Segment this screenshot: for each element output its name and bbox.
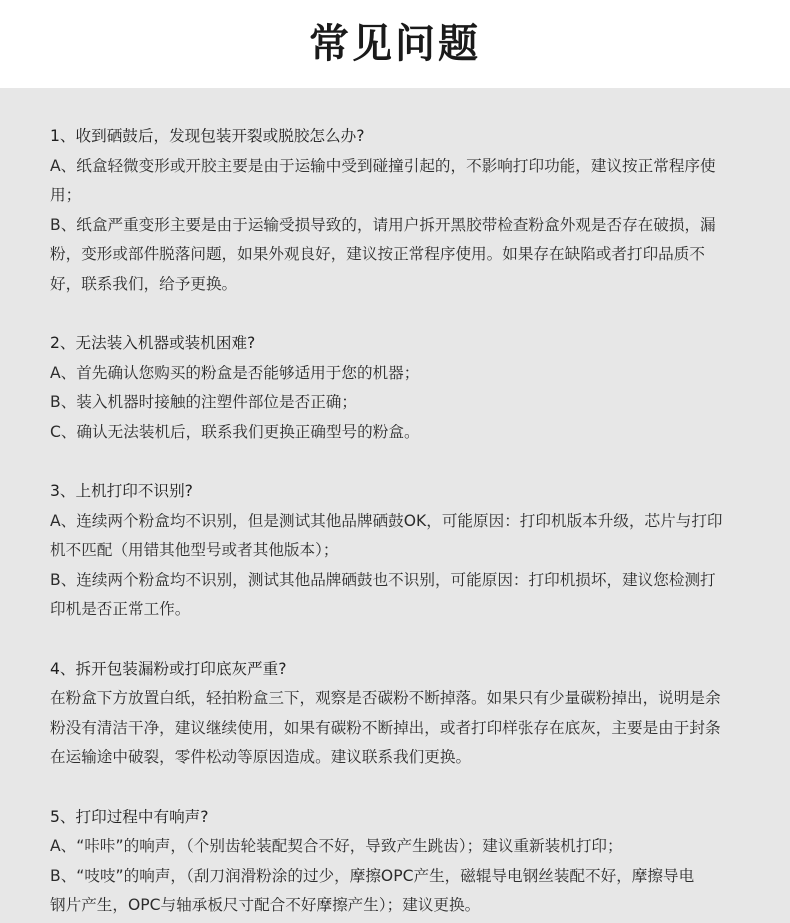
faq-question: 2、无法装入机器或装机困难? (50, 334, 256, 352)
faq-item-5 (50, 803, 790, 921)
faq-answer-line: 钢片产生，OPC与轴承板尺寸配合不好摩擦产生）；建议更换。 (50, 896, 481, 914)
faq-item-4 (50, 655, 790, 773)
faq-answer-line: 印机是否正常工作。 (50, 600, 191, 618)
page-header (0, 0, 790, 88)
faq-question: 1、收到硒鼓后，发现包装开裂或脱胶怎么办? (50, 127, 365, 145)
faq-item-3 (50, 477, 790, 625)
faq-answer-line: 粉，变形或部件脱落问题，如果外观良好，建议按正常程序使用。如果存在缺陷或者打印品质不 (50, 245, 705, 263)
faq-question: 3、上机打印不识别? (50, 482, 193, 500)
faq-answer-line: 在运输途中破裂，零件松动等原因造成。建议联系我们更换。 (50, 748, 472, 766)
faq-answer-line: 粉没有清洁干净，建议继续使用，如果有碳粉不断掉出，或者打印样张存在底灰，主要是由于封条 (50, 718, 721, 737)
faq-question: 4、拆开包装漏粉或打印底灰严重? (50, 659, 287, 678)
faq-item-1 (50, 122, 790, 299)
page-title: 常见问题 (309, 20, 481, 67)
faq-answer-line: A、首先确认您购买的粉盒是否能够适用于您的机器； (50, 363, 420, 382)
faq-answer-line: C、确认无法装机后，联系我们更换正确型号的粉盒。 (50, 422, 420, 441)
faq-answer-line: A、连续两个粉盒均不识别，但是测试其他品牌硒鼓OK，可能原因：打印机版本升级，芯片与打印 (50, 511, 723, 530)
faq-answer-line: A、“咔咔”的响声，（个别齿轮装配契合不好，导致产生跳齿）；建议重新装机打印； (50, 837, 623, 855)
faq-answer-line: A、纸盒轻微变形或开胶主要是由于运输中受到碰撞引起的，不影响打印功能，建议按正常程序使 (50, 156, 716, 175)
faq-answer-line: 机不匹配（用错其他型号或者其他版本）； (50, 541, 339, 559)
faq-answer-line: 好，联系我们，给予更换。 (50, 274, 238, 293)
faq-answer-line: 在粉盒下方放置白纸，轻拍粉盒三下，观察是否碳粉不断掉落。如果只有少量碳粉掉出，说明是余 (50, 689, 721, 707)
faq-answer-line: 用； (50, 186, 82, 204)
faq-panel (0, 88, 790, 923)
faq-answer-line: B、“吱吱”的响声，（刮刀润滑粉涂的过少，摩擦OPC产生，磁辊导电钢丝装配不好，摩擦导电 (50, 866, 695, 885)
faq-answer-line: B、纸盒严重变形主要是由于运输受损导致的，请用户拆开黑胶带检查粉盒外观是否存在破损，漏 (50, 215, 716, 234)
faq-question: 5、打印过程中有响声? (50, 807, 209, 826)
faq-item-2 (50, 329, 790, 447)
faq-answer-line: B、连续两个粉盒均不识别，测试其他品牌硒鼓也不识别，可能原因：打印机损坏，建议您检测打 (50, 570, 716, 589)
faq-answer-line: B、装入机器时接触的注塑件部位是否正确； (50, 393, 357, 411)
